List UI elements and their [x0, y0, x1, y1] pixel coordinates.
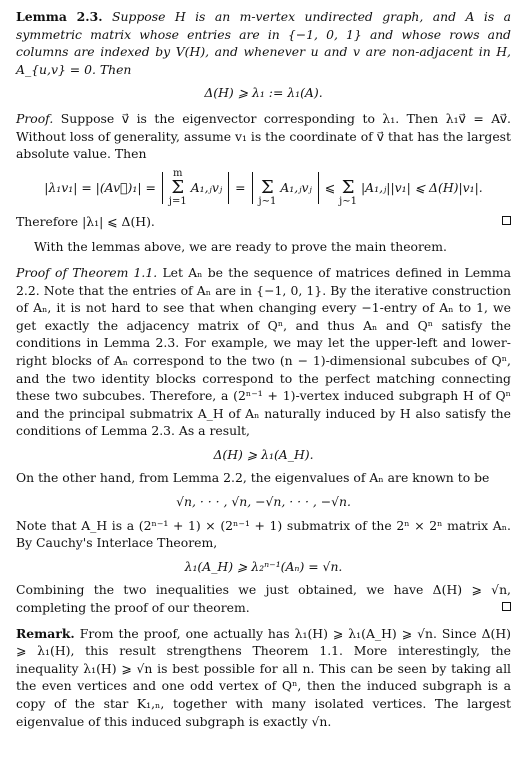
lemma-display-equation: Δ(H) ⩾ λ₁ := λ₁(A).: [204, 85, 323, 101]
lemma-statement: Suppose H is an m-vertex undirected graph, and A is a symmetric matrix whose entries are in {−1, 0, 1} and whose rows and columns are indexed by V(H), and whenever u and v are non-adjacent in H, A_{u,v} = 0. Then: [16, 9, 511, 77]
qed-box-icon: [502, 216, 511, 225]
sum-symbol-3: Σ j∼1: [339, 176, 357, 207]
remark-label: Remark.: [16, 625, 75, 641]
sum-symbol-1: m Σ j=1: [168, 167, 187, 207]
combining-paragraph: [16, 581, 511, 616]
remark-text: From the proof, one actually has λ₁(H) ⩾ λ₁(A_H) ⩾ √n. Since Δ(H) ⩾ λ₁(H), this result strengthens Theorem 1.1. More interestingly, the inequality λ₁(H) ⩾ √n is best possible for all n. This can be seen by taking all the even vertices and one odd vertex of Qⁿ, then the induced subgraph is a copy of the star K₁,ₙ, together with many isolated vertices. The largest eigenvalue of this induced subgraph is exactly √n.: [16, 625, 511, 729]
eq-mid-1: A₁,ⱼvⱼ: [190, 179, 223, 195]
transition-paragraph: With the lemmas above, we are ready to prove the main theorem.: [34, 239, 447, 255]
eq-left: |λ₁v₁| = |(Av⃗)₁| =: [44, 179, 156, 195]
lemma-label: Lemma 2.3.: [16, 9, 103, 24]
combining-text: Combining the two inequalities we just obtained, we have Δ(H) ⩾ √n, completing the proof of our theorem.: [16, 582, 511, 616]
eq-mid-2: A₁,ⱼvⱼ: [280, 179, 312, 195]
display-equation-3: λ₁(A_H) ⩾ λ₂ⁿ⁻¹(Aₙ) = √n.: [184, 558, 343, 574]
proof-display-equation: |λ₁v₁| = |(Av⃗)₁| = m Σ j=1 A₁,ⱼvⱼ = Σ j∼1 A₁,ⱼvⱼ ⩽ Σ j∼1 |A₁,ⱼ||v₁| ⩽ Δ(H)|v₁|.: [44, 167, 483, 207]
interlace-paragraph: Note that A_H is a (2ⁿ⁻¹ + 1) × (2ⁿ⁻¹ + 1) submatrix of the 2ⁿ × 2ⁿ matrix Aₙ. By Cauchy's Interlace Theorem,: [16, 517, 511, 551]
remark-paragraph: [16, 625, 511, 731]
lemma-paragraph: [16, 8, 511, 78]
theorem-proof-text: Let Aₙ be the sequence of matrices defined in Lemma 2.2. Note that the entries of Aₙ are in {−1, 0, 1}. By the iterative construction of Aₙ, it is not hard to see that when changing every −1-entry of Aₙ to 1, we get exactly the adjacency matrix of Qⁿ, and thus Aₙ and Qⁿ satisfy the conditions in Lemma 2.3. For example, we may let the upper-left and lower-right blocks of Aₙ correspond to the two (n − 1)-dimensional subcubes of Qⁿ, and the two identity blocks correspond to the perfect matching connecting these two subcubes. Therefore, a (2ⁿ⁻¹ + 1)-vertex induced subgraph H of Qⁿ and the principal submatrix A_H of Aₙ naturally induced by H also satisfy the conditions of Lemma 2.3. As a result,: [16, 264, 511, 439]
sum-top: m: [173, 167, 183, 179]
qed-box-icon: [502, 602, 511, 611]
sum-bottom-1: j=1: [168, 195, 187, 207]
eq-right: |A₁,ⱼ||v₁| ⩽ Δ(H)|v₁|.: [360, 179, 483, 195]
theorem-proof-paragraph: [16, 264, 511, 440]
sum-bottom-3: j∼1: [339, 195, 357, 207]
proof-conclusion-text: Therefore |λ₁| ⩽ Δ(H).: [16, 213, 155, 229]
sum-bottom-2: j∼1: [258, 195, 277, 207]
proof-conclusion: [16, 213, 511, 231]
display-equation-1: Δ(H) ⩾ λ₁(A_H).: [213, 446, 314, 462]
proof-label: Proof.: [16, 110, 54, 126]
sum-symbol-2: Σ j∼1: [258, 176, 277, 207]
display-equation-2: √n, · · · , √n, −√n, · · · , −√n.: [176, 494, 351, 510]
theorem-proof-label: Proof of Theorem 1.1.: [16, 264, 158, 280]
proof-paragraph: [16, 110, 511, 163]
proof-text: Suppose v⃗ is the eigenvector corresponding to λ₁. Then λ₁v⃗ = Av⃗. Without loss of generality, assume v₁ is the coordinate of v⃗ that has the largest absolute value. Then: [16, 110, 511, 162]
eigenvalues-paragraph: On the other hand, from Lemma 2.2, the eigenvalues of Aₙ are known to be: [16, 470, 490, 486]
